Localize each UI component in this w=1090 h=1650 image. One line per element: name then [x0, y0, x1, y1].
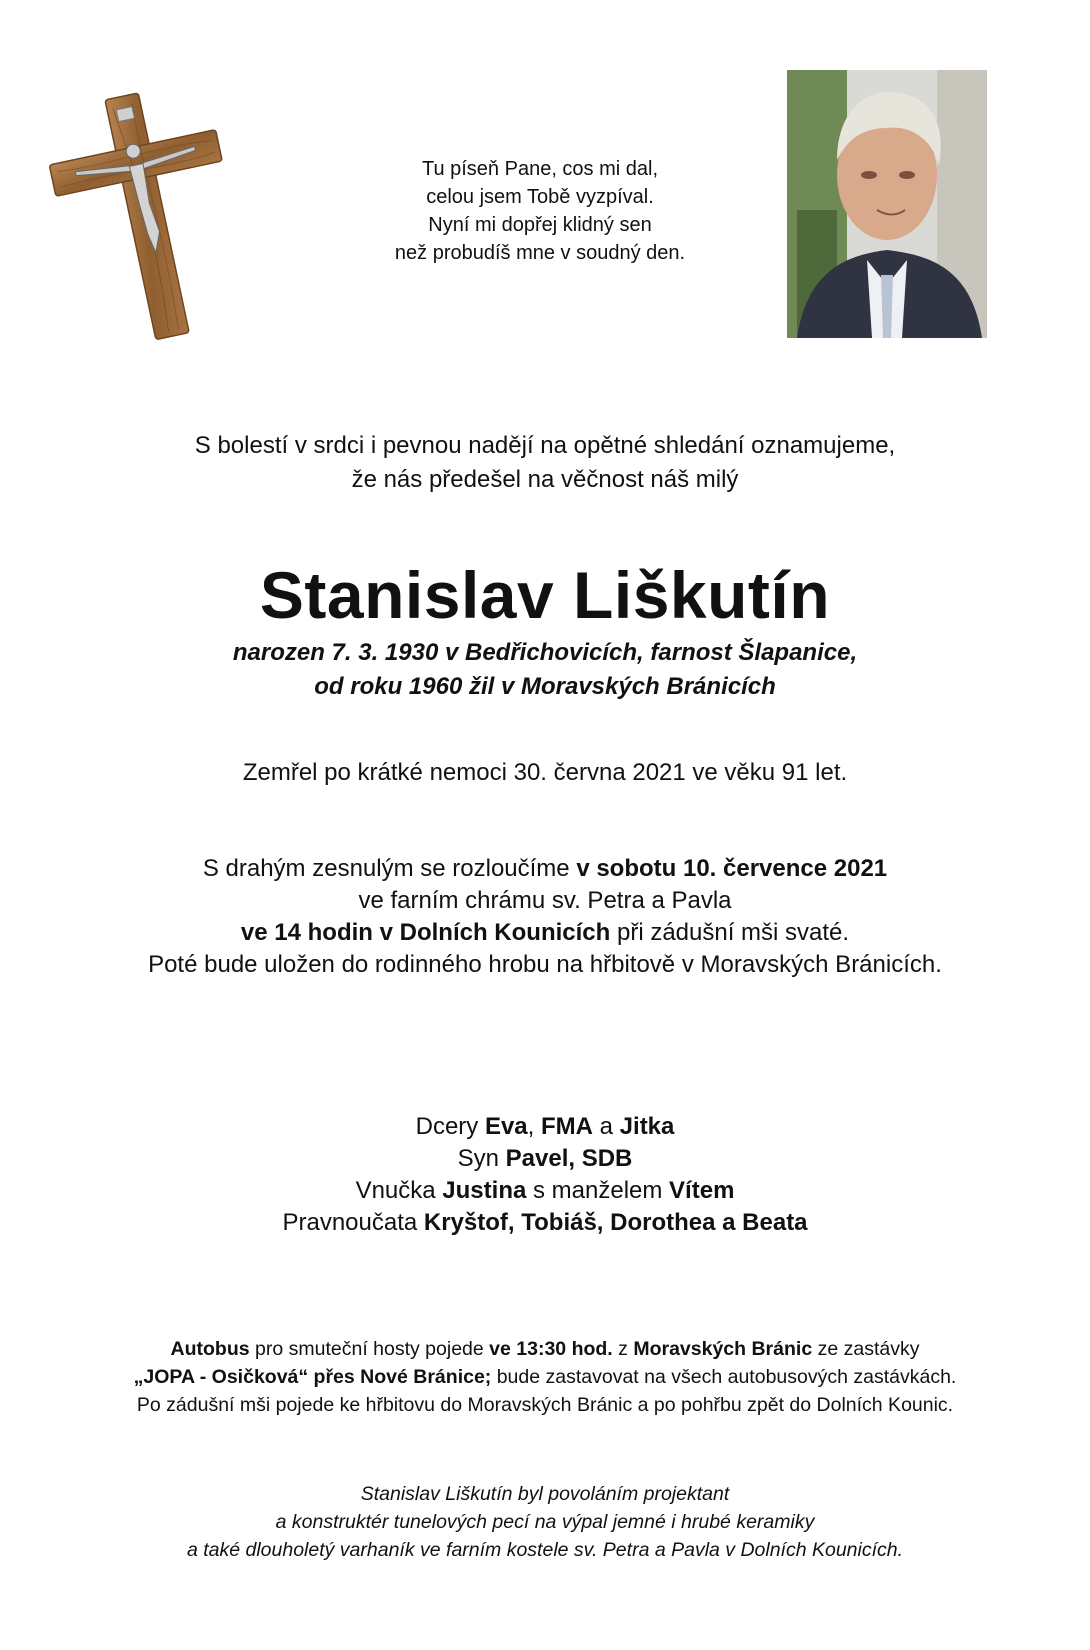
intro-line: S bolestí v srdci i pevnou nadějí na opětné shledání oznamujeme,	[194, 432, 896, 459]
portrait-icon	[787, 70, 987, 338]
birth-info	[80, 636, 1010, 704]
death-info: Zemřel po krátké nemoci 30. června 2021 ve věku 91 let.	[242, 759, 848, 786]
bus-label: Autobus	[170, 1338, 250, 1360]
family-member: Vítem	[669, 1177, 735, 1204]
family-label: s manželem	[526, 1177, 670, 1204]
farewell-text: S drahým zesnulým se rozloučíme	[202, 855, 577, 882]
portrait-photo	[787, 70, 987, 338]
intro-line: že nás předešel na věčnost náš milý	[351, 466, 739, 493]
family-member: Justina	[442, 1177, 527, 1204]
bus-stop: „JOPA - Osičková“ přes Nové Bránice;	[133, 1366, 492, 1388]
family-label: Vnučka	[355, 1177, 443, 1204]
bio-line: Stanislav Liškutín byl povoláním projektant	[360, 1483, 730, 1505]
family-label: Pravnoučata	[282, 1209, 424, 1236]
birth-line: narozen 7. 3. 1930 v Bedřichovicích, farnost Šlapanice,	[232, 639, 858, 666]
separator: a	[592, 1113, 620, 1140]
funeral-date: v sobotu 10. července 2021	[576, 855, 888, 882]
crucifix-image	[44, 84, 249, 349]
family-member: Kryštof, Tobiáš, Dorothea a Beata	[423, 1209, 808, 1236]
family-member: Eva	[484, 1113, 528, 1140]
biography	[40, 1480, 1050, 1564]
family-member-title: FMA	[541, 1113, 593, 1140]
family-granddaughter	[80, 1175, 1010, 1207]
bus-text: ze zastávky	[812, 1338, 920, 1360]
announcement-intro	[80, 429, 1010, 497]
farewell-line	[40, 853, 1050, 885]
family-son	[80, 1143, 1010, 1175]
farewell-text: při zádušní mši svaté.	[610, 919, 850, 946]
farewell-line: ve farním chrámu sv. Petra a Pavla	[358, 887, 732, 914]
bus-time: ve 13:30 hod.	[489, 1338, 613, 1360]
bus-info	[20, 1335, 1070, 1419]
bus-line	[20, 1335, 1070, 1363]
bio-line: a konstruktér tunelových pecí na výpal jemné i hrubé keramiky	[275, 1511, 815, 1533]
family-member: Jitka	[619, 1113, 675, 1140]
bio-line: a také dlouholetý varhaník ve farním kostele sv. Petra a Pavla v Dolních Kounicích.	[186, 1539, 904, 1561]
family-label: Syn	[457, 1145, 506, 1172]
bus-line	[20, 1363, 1070, 1391]
deceased-name: Stanislav Liškutín	[259, 558, 831, 632]
bus-text: z	[612, 1338, 634, 1360]
bus-origin: Moravských Bránic	[633, 1338, 813, 1360]
farewell-line: Poté bude uložen do rodinného hrobu na hřbitově v Moravských Bránicích.	[148, 951, 942, 978]
residence-line: od roku 1960 žil v Moravských Bránicích	[314, 673, 776, 700]
family-daughters	[80, 1111, 1010, 1143]
poem-line: Tu píseň Pane, cos mi dal,	[421, 158, 659, 180]
farewell-line	[40, 917, 1050, 949]
bus-line: Po zádušní mši pojede ke hřbitovu do Moravských Bránic a po pohřbu zpět do Dolních Kounic.	[136, 1394, 954, 1416]
poem-line: Nyní mi dopřej klidný sen	[428, 214, 652, 236]
poem	[300, 155, 780, 267]
funeral-time-place: ve 14 hodin v Dolních Kounicích	[240, 919, 611, 946]
poem-line: než probudíš mne v soudný den.	[394, 242, 686, 264]
separator: ,	[527, 1113, 541, 1140]
farewell-info	[40, 853, 1050, 981]
poem-line: celou jsem Tobě vyzpíval.	[426, 186, 654, 208]
bus-text: bude zastavovat na všech autobusových zastávkách.	[491, 1366, 957, 1388]
family-label: Dcery	[415, 1113, 485, 1140]
cross-icon	[44, 84, 249, 349]
family-member: Pavel, SDB	[505, 1145, 633, 1172]
family-greatgrandchildren	[80, 1207, 1010, 1239]
family-list	[80, 1111, 1010, 1239]
bus-text: pro smuteční hosty pojede	[249, 1338, 490, 1360]
